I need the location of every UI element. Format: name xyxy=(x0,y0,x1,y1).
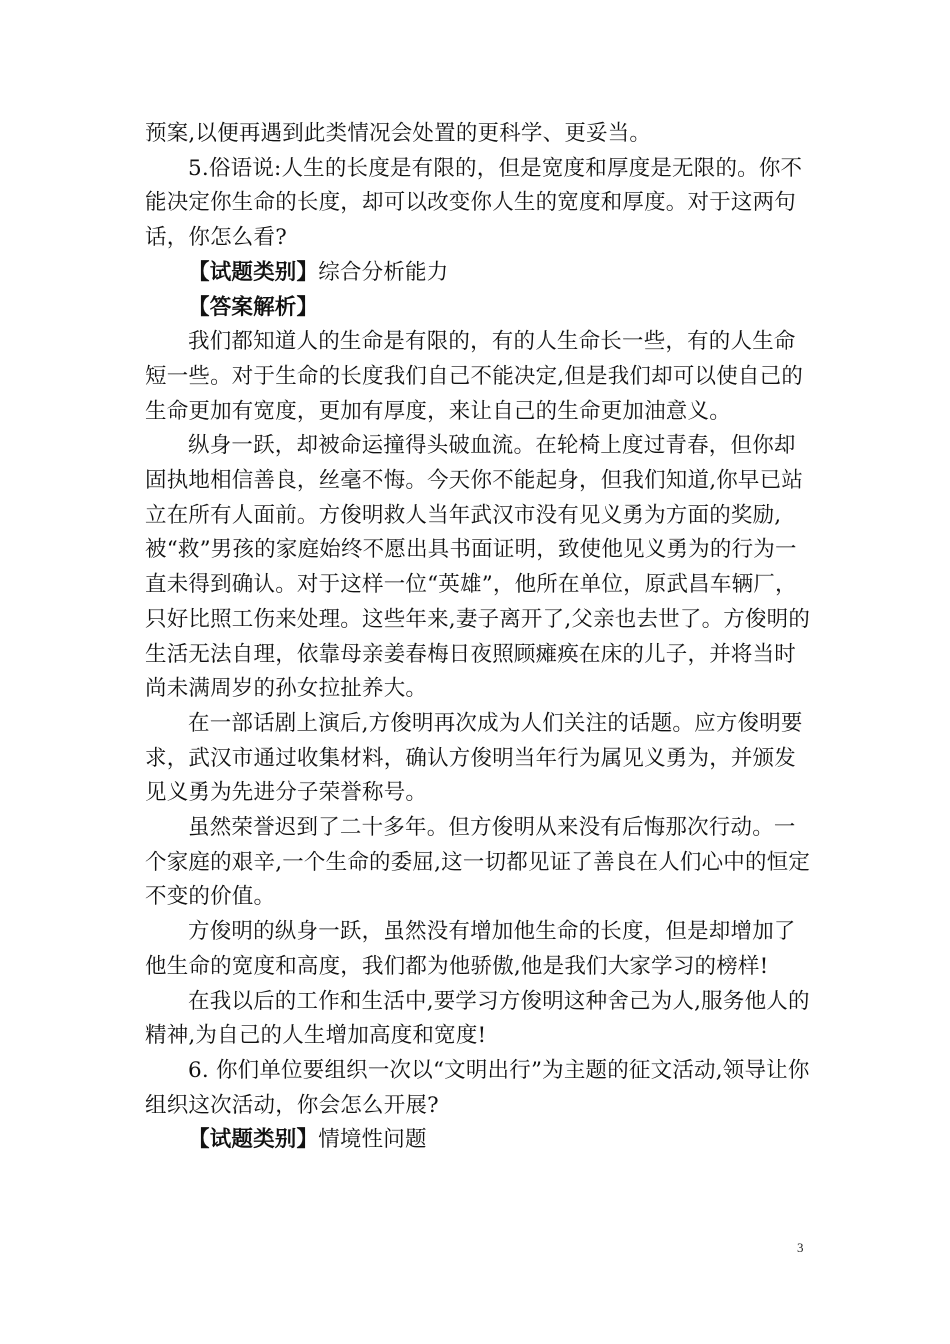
q6-category xyxy=(145,1123,813,1158)
q5-analysis-label: 【答案解析】 xyxy=(188,294,319,320)
q5-category-value: 综合分析能力 xyxy=(318,259,449,285)
q5-paragraph-1: 我们都知道人的生命是有限的，有的人生命长一些，有的人生命短一些。对于生命的长度我们自己不能决定,但是我们却可以使自己的生命更加有宽度，更加有厚度，来让自己的生命更加油意义。 xyxy=(145,329,804,424)
q5-paragraph-2: 纵身一跃，却被命运撞得头破血流。在轮椅上度过青春，但你却固执地相信善良，丝毫不悔。今天你不能起身，但我们知道,你早已站立在所有人面前。方俊明救人当年武汉市没有见义勇为方面的奖励,被“救”男孩的家庭始终不愿出具书面证明，致使他见义勇为的行为一直未得到确认。对于这样一位“英雄”，他所在单位，原武昌车辆厂，只好比照工伤来处理。这些年来,妻子离开了,父亲也去世了。方俊明的生活无法自理，依靠母亲姜春梅日夜照顾瘫痪在床的儿子，并将当时尚未满周岁的孙女拉扯养大。 xyxy=(145,433,811,702)
q6-category-label: 【试题类别】 xyxy=(188,1127,319,1153)
q5-paragraph-5: 方俊明的纵身一跃，虽然没有增加他生命的长度，但是却增加了他生命的宽度和高度，我们都为他骄傲,他是我们大家学习的榜样! xyxy=(145,919,796,979)
q5-category-label: 【试题类别】 xyxy=(188,259,319,285)
q5-paragraph-6: 在我以后的工作和生活中,要学习方俊明这种舍己为人,服务他人的精神,为自己的人生增加高度和宽度! xyxy=(145,988,810,1049)
q6-category-value: 情境性问题 xyxy=(318,1127,427,1153)
question-6: 6. 你们单位要组织一次以“文明出行”为主题的征文活动,领导让你组织这次活动，你会怎么开展? xyxy=(145,1057,810,1118)
q5-category xyxy=(145,256,813,291)
document-body xyxy=(145,117,813,1158)
intro-line: 预案,以便再遇到此类情况会处置的更科学、更妥当。 xyxy=(145,121,652,146)
page-number: 3 xyxy=(797,1240,804,1255)
q5-paragraph-4: 虽然荣誉迟到了二十多年。但方俊明从来没有后悔那次行动。一个家庭的艰辛,一个生命的委屈,这一切都见证了善良在人们心中的恒定不变的价值。 xyxy=(145,815,811,910)
question-5: 5.俗语说:人生的长度是有限的，但是宽度和厚度是无限的。你不能决定你生命的长度，却可以改变你人生的宽度和厚度。对于这两句话，你怎么看? xyxy=(145,155,803,251)
q5-paragraph-3: 在一部话剧上演后,方俊明再次成为人们关注的话题。应方俊明要求，武汉市通过收集材料，确认方俊明当年行为属见义勇为，并颁发见义勇为先进分子荣誉称号。 xyxy=(145,710,803,806)
q5-analysis-heading xyxy=(145,291,813,326)
